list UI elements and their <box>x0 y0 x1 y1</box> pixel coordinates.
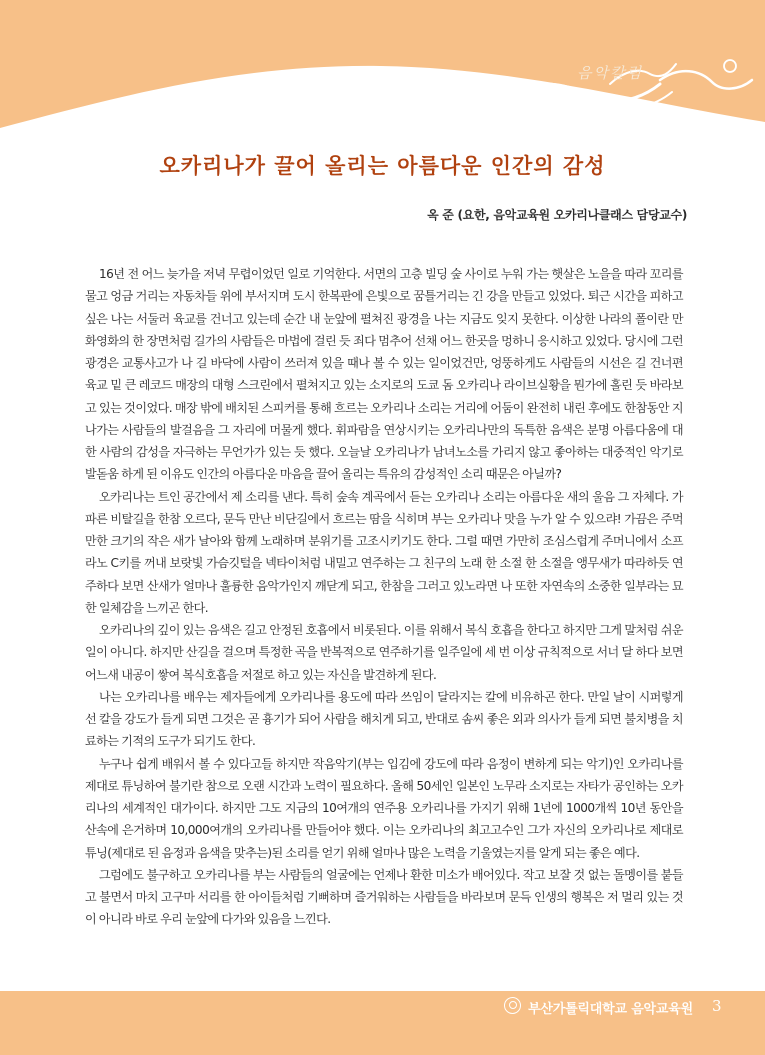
article-paragraph: 누구나 쉽게 배워서 볼 수 있다고들 하지만 작음악기(부는 입김에 강도에 따라 음정이 변하게 되는 악기)인 오카리나를 제대로 튜닝하여 불기란 참으로 오랜 시간과 노력이 필요하다. 올해 50세인 일본인 노무라 소지로는 자타가 공인하는 오카리나의 세계적인 대가이다. 하지만 그도 지금의 10여개의 연주용 오카리나를 가지기 위해 1년에 1000개씩 10년 동안을 산속에 은거하며 10,000여개의 오카리나를 만들어야 했다. 이는 오카리나의 최고고수인 그가 자신의 오카리나로 제대로 튜닝(제대로 된 음정과 음색을 맞추는)된 소리를 얻기 위해 얼마나 많은 노력을 기울였는지를 알게 되는 좋은 예다. <box>85 756 683 860</box>
university-emblem-icon <box>504 997 521 1014</box>
article-author: 옥 준 (요한, 음악교육원 오카리나클래스 담당교수) <box>427 208 687 222</box>
article-title: 오카리나가 끌어 올리는 아름다운 인간의 감성 <box>159 153 606 178</box>
header-wave-band <box>0 0 765 140</box>
article-paragraph: 그럼에도 불구하고 오카리나를 부는 사람들의 얼굴에는 언제나 환한 미소가 배어있다. 작고 보잘 것 없는 돌멩이를 붙들고 불면서 마치 고구마 서리를 한 아이들처럼 기뻐하며 즐거워하는 사람들을 바라보며 문득 인생의 행복은 저 멀리 있는 것이 아니라 바로 우리 눈앞에 다가와 있음을 느낀다. <box>85 867 683 927</box>
page-number: 3 <box>712 997 722 1015</box>
footer-organization: 부산가톨릭대학교 음악교육원 <box>528 1002 693 1017</box>
article-paragraph: 나는 오카리나를 배우는 제자들에게 오카리나를 용도에 따라 쓰임이 달라지는 칼에 비유하곤 한다. 만일 날이 시퍼렇게 선 칼을 강도가 들게 되면 그것은 곧 흉기가 되어 사람을 해치게 되고, 반대로 솜씨 좋은 외과 의사가 들게 되면 불치병을 치료하는 기적의 도구가 되기도 한다. <box>85 689 683 749</box>
footer-bar <box>0 991 765 1055</box>
article-paragraph: 16년 전 어느 늦가을 저녁 무렵이었던 일로 기억한다. 서면의 고층 빌딩 숲 사이로 누워 가는 햇살은 노을을 따라 꼬리를 물고 엉금 거리는 자동차들 위에 부서지며 도시 한복판에 은빛으로 꿈틀거리는 긴 강을 만들고 있었다. 퇴근 시간을 피하고 싶은 나는 서둘러 육교를 건너고 있는데 순간 내 눈앞에 펼쳐진 광경을 나는 지금도 잊지 못한다. 이상한 나라의 폴이란 만화영화의 한 장면처럼 길가의 사람들은 마법에 걸린 듯 죄다 멈추어 선채 어느 한곳을 멍하니 응시하고 있었다. 당시에 그런 광경은 교통사고가 나 길 바닥에 사람이 쓰러져 있을 때나 볼 수 있는 일이었건만, 엉뚱하게도 사람들의 시선은 길 건너편 육교 밑 큰 레코드 매장의 대형 스크린에서 펼쳐지고 있는 소지로의 도쿄 돔 오카리나 라이브실황을 뭔가에 홀린 듯 바라보고 있는 것이었다. 매장 밖에 배치된 스피커를 통해 흐르는 오카리나 소리는 거리에 어둠이 완전히 내린 후에도 한참동안 지나가는 사람들의 발걸음을 그 자리에 머물게 했다. 휘파람을 연상시키는 오카리나만의 독특한 음색은 분명 아름다움에 대한 사람의 감성을 자극하는 무언가가 있는 듯 했다. 오늘날 오카리나가 남녀노소를 가리지 않고 좋아하는 대중적인 악기로 발돋움 하게 된 이유도 인간의 아름다운 마음을 끌어 올리는 특유의 감성적인 소리 때문은 아닐까? <box>85 267 683 482</box>
column-label: 음악칼럼 <box>577 64 643 82</box>
article-paragraph: 오카리나는 트인 공간에서 제 소리를 낸다. 특히 숲속 계곡에서 듣는 오카리나 소리는 아름다운 새의 울음 그 자체다. 가파른 비탈길을 한참 오르다, 문득 만난 비단길에서 흐르는 땀을 식히며 부는 오카리나 맛을 누가 알 수 있으랴! 가끔은 주먹만한 크기의 작은 새가 날아와 함께 노래하며 분위기를 고조시키기도 한다. 그럴 때면 가만히 조심스럽게 주머니에서 소프라노 C키를 꺼내 보랏빛 가슴깃털을 넥타이처럼 내밀고 연주하는 그 친구의 노래 한 소절 한 소절을 앵무새가 따라하듯 연주하다 보면 산새가 얼마나 훌륭한 음악가인지 깨닫게 되고, 한참을 그러고 있노라면 나 또한 자연속의 소중한 일부라는 묘한 일체감을 느끼곤 한다. <box>85 489 683 615</box>
article-paragraph: 오카리나의 깊이 있는 음색은 길고 안정된 호흡에서 비롯된다. 이를 위해서 복식 호흡을 한다고 하지만 그게 말처럼 쉬운 일이 아니다. 하지만 산길을 걸으며 특정한 곡을 반복적으로 연주하기를 일주일에 세 번 이상 규칙적으로 서너 달 하다 보면 어느새 내공이 쌓여 복식호흡을 저절로 하고 있는 자신을 발견하게 된다. <box>85 623 683 682</box>
article-body <box>85 263 683 931</box>
